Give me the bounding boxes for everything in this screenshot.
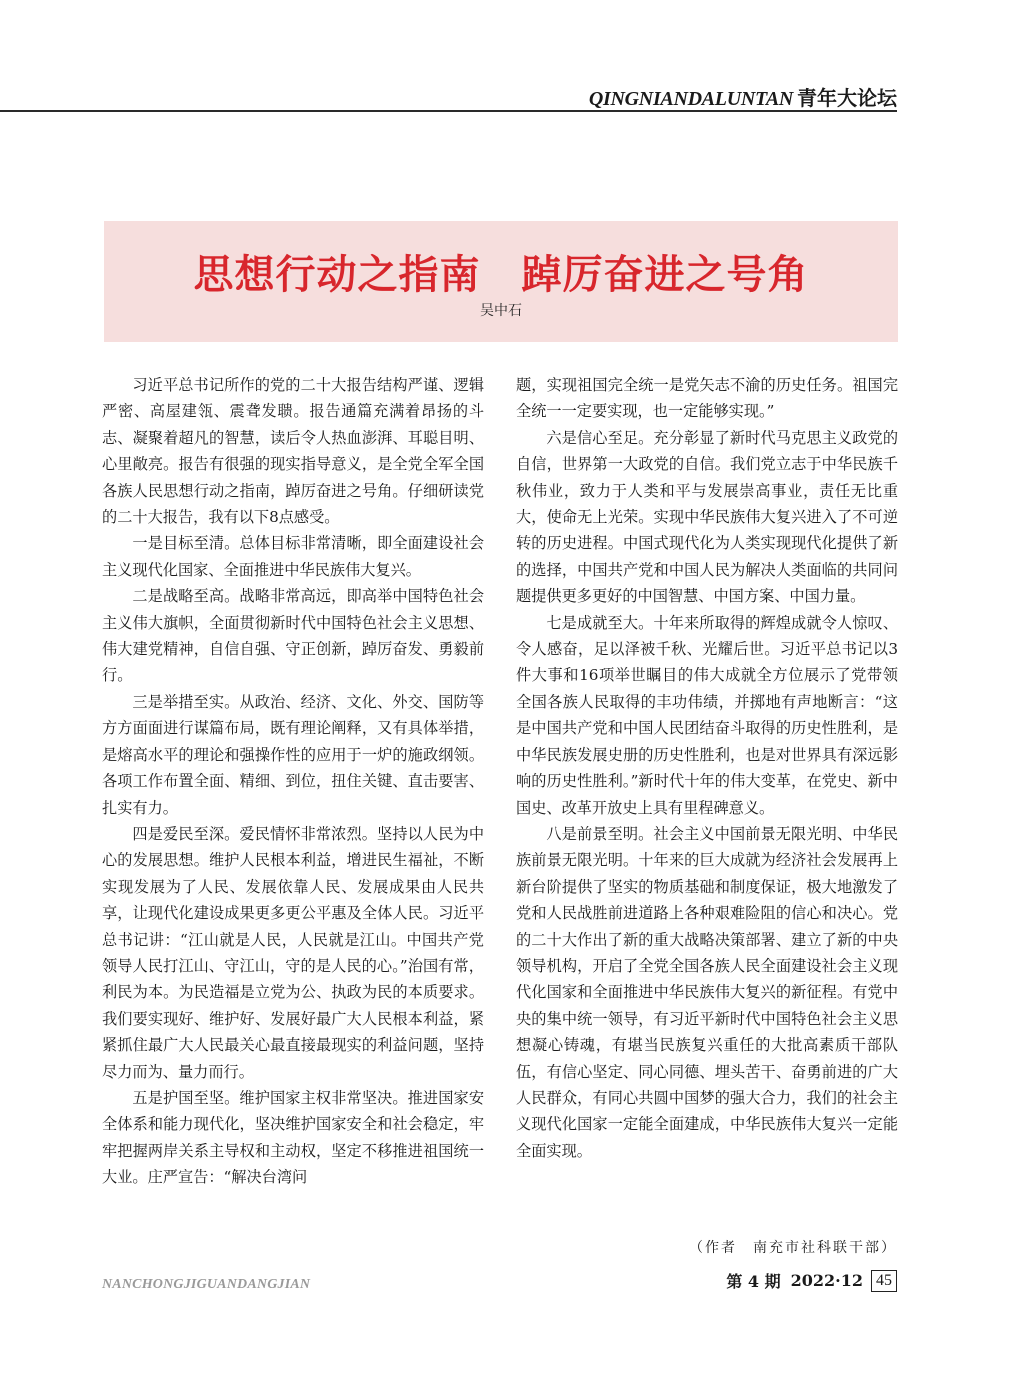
paragraph: 一是目标至清。总体目标非常清晰，即全面建设社会主义现代化国家、全面推进中华民族伟大复兴。	[102, 534, 484, 579]
running-header	[0, 80, 897, 112]
article-title: 思想行动之指南 踔厉奋进之号角	[193, 251, 809, 298]
paragraph: 习近平总书记所作的党的二十大报告结构严谨、逻辑严密、高屋建瓴、震聋发聩。报告通篇充满着昂扬的斗志、凝聚着超凡的智慧，读后令人热血澎湃、耳聪目明、心里敞亮。报告有很强的现实指导意义，是全党全军全国各族人民思想行动之指南，踔厉奋进之号角。仔细研读党的二十大报告，我有以下8点感受。	[102, 376, 484, 527]
paragraph: 五是护国至坚。维护国家主权非常坚决。推进国家安全体系和能力现代化，坚决维护国家安全和社会稳定，牢牢把握两岸关系主导权和主动权，坚定不移推进祖国统一大业。庄严宣告：“解决台湾问	[102, 1088, 484, 1187]
footer-issue-info	[726, 1269, 897, 1292]
issue-date: 2022·12	[790, 1271, 863, 1290]
paragraph-continued: 题，实现祖国完全统一是党矢志不渝的历史任务。祖国完全统一一定要实现，也一定能够实现。”	[516, 376, 898, 421]
paragraph: 七是成就至大。十年来所取得的辉煌成就令人惊叹、令人感奋，足以泽被千秋、光耀后世。习近平总书记以3件大事和16项举世瞩目的伟大成就全方位展示了党带领全国各族人民取得的丰功伟绩，并掷地有声地断言：“这是中国共产党和中国人民团结奋斗取得的历史性胜利，是中华民族发展史册的历史性胜利，也是对世界具有深远影响的历史性胜利。”新时代十年的伟大变革，在党史、新中国史、改革开放史上具有里程碑意义。	[516, 613, 898, 817]
right-column	[516, 372, 898, 1164]
journal-name	[589, 82, 897, 111]
issue-number: 第 4 期	[726, 1272, 781, 1291]
paragraph: 二是战略至高。战略非常高远，即高举中国特色社会主义伟大旗帜，全面贯彻新时代中国特色社会主义思想、伟大建党精神，自信自强、守正创新，踔厉奋发、勇毅前行。	[102, 587, 484, 685]
journal-name-chinese: 青年大论坛	[797, 86, 897, 110]
footer-journal-name: NANCHONGJIGUANDANGJIAN	[102, 1277, 311, 1292]
paragraph: 四是爱民至深。爱民情怀非常浓烈。坚持以人民为中心的发展思想。维护人民根本利益，增进民生福祉，不断实现发展为了人民、发展依靠人民、发展成果由人民共享，让现代化建设成果更多更公平惠及全体人民。习近平总书记讲：“江山就是人民，人民就是江山。中国共产党领导人民打江山、守江山，守的是人民的心。”治国有常，利民为本。为民造福是立党为公、执政为民的本质要求。我们要实现好、维护好、发展好最广大人民根本利益，紧紧抓住最广大人民最关心最直接最现实的利益问题，坚持尽力而为、量力而行。	[102, 824, 484, 1081]
journal-name-latin: QINGNIANDALUNTAN	[588, 88, 793, 110]
article-author: 吴中石	[480, 303, 522, 319]
paragraph: 八是前景至明。社会主义中国前景无限光明、中华民族前景无限光明。十年来的巨大成就为经济社会发展再上新台阶提供了坚实的物质基础和制度保证，极大地激发了党和人民战胜前进道路上各种艰难险阻的信心和决心。党的二十大作出了新的重大战略决策部署、建立了新的中央领导机构，开启了全党全国各族人民全面建设社会主义现代化国家和全面推进中华民族伟大复兴的新征程。有党中央的集中统一领导，有习近平新时代中国特色社会主义思想凝心铸魂，有堪当民族复兴重任的大批高素质干部队伍，有信心坚定、同心同德、埋头苦干、奋勇前进的广大人民群众，有同心共圆中国梦的强大合力，我们的社会主义现代化国家一定能全面建成，中华民族伟大复兴一定能全面实现。	[516, 824, 898, 1160]
author-signature: （作者 南充市社科联干部）	[689, 1240, 897, 1256]
page-number: 45	[871, 1270, 897, 1292]
title-banner	[104, 221, 898, 342]
paragraph: 六是信心至足。充分彰显了新时代马克思主义政党的自信，世界第一大政党的自信。我们党立志于中华民族千秋伟业，致力于人类和平与发展崇高事业，责任无比重大，使命无上光荣。实现中华民族伟大复兴进入了不可逆转的历史进程。中国式现代化为人类实现现代化提供了新的选择，中国共产党和中国人民为解决人类面临的共同问题提供更多更好的中国智慧、中国方案、中国力量。	[516, 428, 898, 606]
paragraph: 三是举措至实。从政治、经济、文化、外交、国防等方方面面进行谋篇布局，既有理论阐释，又有具体举措，是熔高水平的理论和强操作性的应用于一炉的施政纲领。各项工作布置全面、精细、到位，扭住关键、直击要害、扎实有力。	[102, 692, 484, 817]
left-column	[102, 372, 484, 1191]
